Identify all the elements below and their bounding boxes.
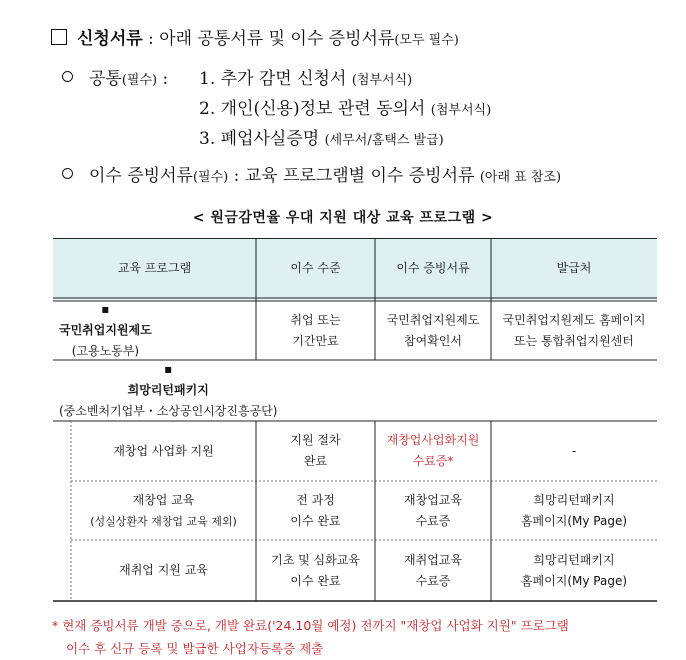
proof-line: 참여확인서 <box>404 333 462 348</box>
item-text: 폐업사실증명 <box>220 129 320 149</box>
proof-label-note: (필수) <box>192 170 229 185</box>
row1-proof <box>375 301 491 360</box>
subrow2-level <box>256 481 375 540</box>
level-line: 이수 완료 <box>290 573 341 588</box>
common-item-2 <box>199 94 491 119</box>
program-table <box>53 238 657 602</box>
header-issuer: 발급처 <box>556 261 592 275</box>
program-name: 국민취업지원제도 <box>59 323 152 337</box>
level-line: 취업 또는 <box>290 312 341 327</box>
proof-line: 수료증 <box>415 573 451 588</box>
program-line: (성실상환자 재창업 교육 제외) <box>90 514 237 528</box>
item-note: (첨부서식) <box>430 103 492 118</box>
level-line: 이수 완료 <box>290 513 341 528</box>
common-label-note: (필수) <box>121 73 158 88</box>
subrow2-program <box>71 481 256 540</box>
checkbox-square-icon <box>51 29 67 45</box>
subrow3-issuer <box>491 540 657 601</box>
proof-line: 국민취업지원제도 <box>386 312 480 327</box>
item-number: 3. <box>199 129 216 149</box>
issuer-line: - <box>571 443 577 458</box>
level-line: 전 과정 <box>296 492 335 507</box>
subrow3-proof <box>375 540 491 601</box>
subrow1-program <box>71 421 256 481</box>
bullet-circle-icon <box>62 71 73 82</box>
proof-line: 수료증* <box>412 454 454 468</box>
item-number: 1. <box>199 69 216 89</box>
section-title-rest: : 아래 공통서류 및 이수 증빙서류 <box>148 29 395 49</box>
group-name: 희망리턴패키지 <box>127 383 209 397</box>
issuer-line: 희망리턴패키지 <box>533 492 615 507</box>
group-agency: (중소벤처기업부・소상공인시장진흥공단) <box>59 404 278 418</box>
bullet-circle-icon <box>62 168 73 179</box>
row1-level <box>256 301 375 360</box>
level-line: 지원 절차 <box>290 433 341 447</box>
item-text: 개인(신용)정보 관련 동의서 <box>220 99 426 119</box>
proof-text: : 교육 프로그램별 이수 증빙서류 <box>233 166 475 186</box>
section-heading <box>51 24 459 49</box>
common-label: 공통 <box>89 69 122 89</box>
subrow2-proof <box>375 481 491 540</box>
item-note: (세무서/홈택스 발급) <box>324 133 444 148</box>
header-program: 교육 프로그램 <box>117 261 192 275</box>
subrow1-issuer <box>491 421 657 481</box>
square-bullet-icon: ▪ <box>164 362 173 376</box>
subrow3-level <box>256 540 375 601</box>
item-note: (첨부서식) <box>351 73 413 88</box>
proof-line: 수료증 <box>415 513 451 528</box>
footnote-line: 이수 후 신규 등록 및 발급한 사업자등록증 제출 <box>66 641 324 656</box>
table-title: < 원금감면율 우대 지원 대상 교육 프로그램 > <box>192 210 494 226</box>
subrow1-proof <box>375 421 491 481</box>
item-number: 2. <box>199 99 216 119</box>
header-proof: 이수 증빙서류 <box>396 261 470 275</box>
footnote-line: * 현재 증빙서류 개발 중으로, 개발 완료('24.10월 예정) 전까지 "재창업 사업화 지원" 프로그램 <box>52 618 569 633</box>
issuer-line: 또는 통합취업지원센터 <box>514 333 634 348</box>
common-item-1 <box>199 64 412 89</box>
proof-line: 재창업사업화지원 <box>386 433 480 447</box>
program-line: 재창업 사업화 지원 <box>113 443 214 458</box>
issuer-line: 희망리턴패키지 <box>533 552 615 567</box>
program-line: 재창업 교육 <box>132 492 195 507</box>
section-title: 신청서류 <box>77 29 143 49</box>
issuer-line: 국민취업지원제도 홈페이지 <box>502 312 646 327</box>
common-colon: : <box>162 69 169 89</box>
program-line: 재취업 지원 교육 <box>119 563 208 577</box>
level-line: 기간만료 <box>292 333 339 348</box>
subrow2-issuer <box>491 481 657 540</box>
proof-line: 재창업교육 <box>404 492 462 507</box>
proof-note: (아래 표 참조) <box>479 170 562 185</box>
level-line: 완료 <box>303 454 328 468</box>
issuer-line: 홈페이지(My Page) <box>520 573 628 588</box>
proof-label: 이수 증빙서류 <box>89 166 193 186</box>
item-text: 추가 감면 신청서 <box>220 69 347 89</box>
proof-line <box>62 161 561 186</box>
section-title-note: (모두 필수) <box>394 33 459 48</box>
proof-line: 재취업교육 <box>404 552 462 567</box>
header-level: 이수 수준 <box>290 261 341 275</box>
common-label-line <box>62 64 168 89</box>
program-agency: (고용노동부) <box>71 344 140 358</box>
level-line: 기초 및 심화교육 <box>271 552 360 567</box>
common-item-3 <box>199 124 444 149</box>
row1-issuer <box>491 301 657 360</box>
subrow1-level <box>256 421 375 481</box>
row1-program <box>59 301 256 360</box>
footnote <box>52 614 569 660</box>
subrow3-program <box>71 540 256 601</box>
group-row <box>59 360 657 421</box>
square-bullet-icon: ▪ <box>101 302 110 316</box>
issuer-line: 홈페이지(My Page) <box>520 513 628 528</box>
